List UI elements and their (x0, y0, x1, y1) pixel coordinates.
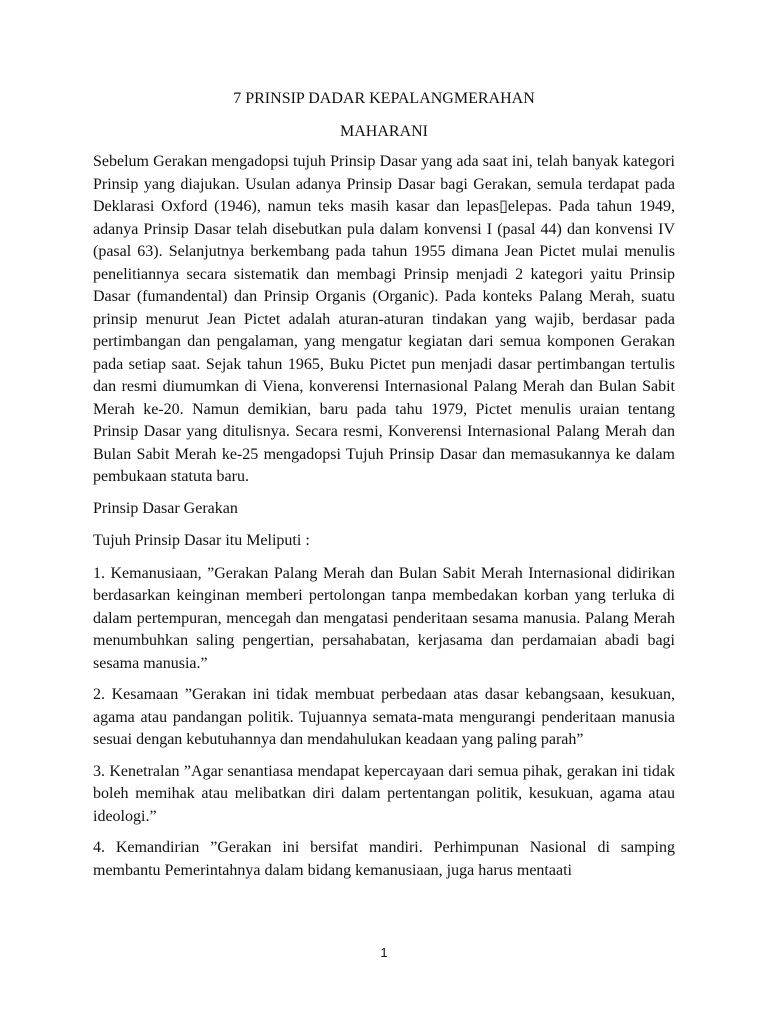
list-intro: Tujuh Prinsip Dasar itu Meliputi : (93, 532, 310, 549)
author-name: MAHARANI (340, 122, 428, 140)
principle-item: 4. Kemandirian ”Gerakan ini bersifat mandiri. Perhimpunan Nasional di samping membantu Pemerintahnya dalam bidang kemanusiaan, juga harus mentaati (93, 839, 675, 879)
document-title: 7 PRINSIP DADAR KEPALANGMERAHAN (233, 90, 535, 107)
section-heading: Prinsip Dasar Gerakan (93, 499, 238, 517)
intro-paragraph: Sebelum Gerakan mengadopsi tujuh Prinsip Dasar yang ada saat ini, telah banyak kategori Prinsip yang diajukan. Usulan adanya Prinsip Dasar bagi Gerakan, semula terdapat pada Deklarasi Oxford (1946), namun teks masih kasar dan lepas▯elepas. Pada tahun 1949, adanya Prinsip Dasar telah disebutkan pula dalam konvensi I (pasal 44) dan konvensi IV (pasal 63). Selanjutnya berkembang pada tahun 1955 dimana Jean Pictet mulai menulis penelitiannya secara sistematik dan membagi Prinsip menjadi 2 kategori yaitu Prinsip Dasar (fumandental) dan Prinsip Organis (Organic). Pada konteks Palang Merah, suatu prinsip menurut Jean Pictet adalah aturan-aturan tindakan yang wajib, berdasar pada pertimbangan dan pengalaman, yang mengatur kegiatan dari semua komponen Gerakan pada setiap saat. Sejak tahun 1965, Buku Pictet pun menjadi dasar pertimbangan tertulis dan resmi diumumkan di Viena, konverensi Internasional Palang Merah dan Bulan Sabit Merah ke-20. Namun demikian, baru pada tahu 1979, Pictet menulis uraian tentang Prinsip Dasar yang ditulisnya. Secara resmi, Konverensi Internasional Palang Merah dan Bulan Sabit Merah ke-25 mengadopsi Tujuh Prinsip Dasar dan memasukannya ke dalam pembukaan statuta baru. (93, 153, 675, 485)
principle-item: 3. Kenetralan ”Agar senantiasa mendapat kepercayaan dari semua pihak, gerakan ini tidak boleh memihak atau melibatkan diri dalam pertentangan politik, kesukuan, agama atau ideologi.” (93, 762, 675, 825)
principle-item: 1. Kemanusiaan, ”Gerakan Palang Merah dan Bulan Sabit Merah Internasional didirikan berdasarkan keinginan memberi pertolongan tanpa membedakan korban yang terluka di dalam pertempuran, mencegah dan mengatasi penderitaan sesama manusia. Palang Merah menumbuhkan saling pengertian, persahabatan, kerjasama dan perdamaian abadi bagi sesama manusia.” (93, 564, 675, 672)
document-content (93, 88, 675, 891)
principle-item: 2. Kesamaan ”Gerakan ini tidak membuat perbedaan atas dasar kebangsaan, kesukuan, agama atau pandangan politik. Tujuannya semata-mata mengurangi penderitaan manusia sesuai dengan kebutuhannya dan mendahulukan keadaan yang paling parah” (93, 686, 675, 748)
page-number: 1 (380, 945, 388, 960)
